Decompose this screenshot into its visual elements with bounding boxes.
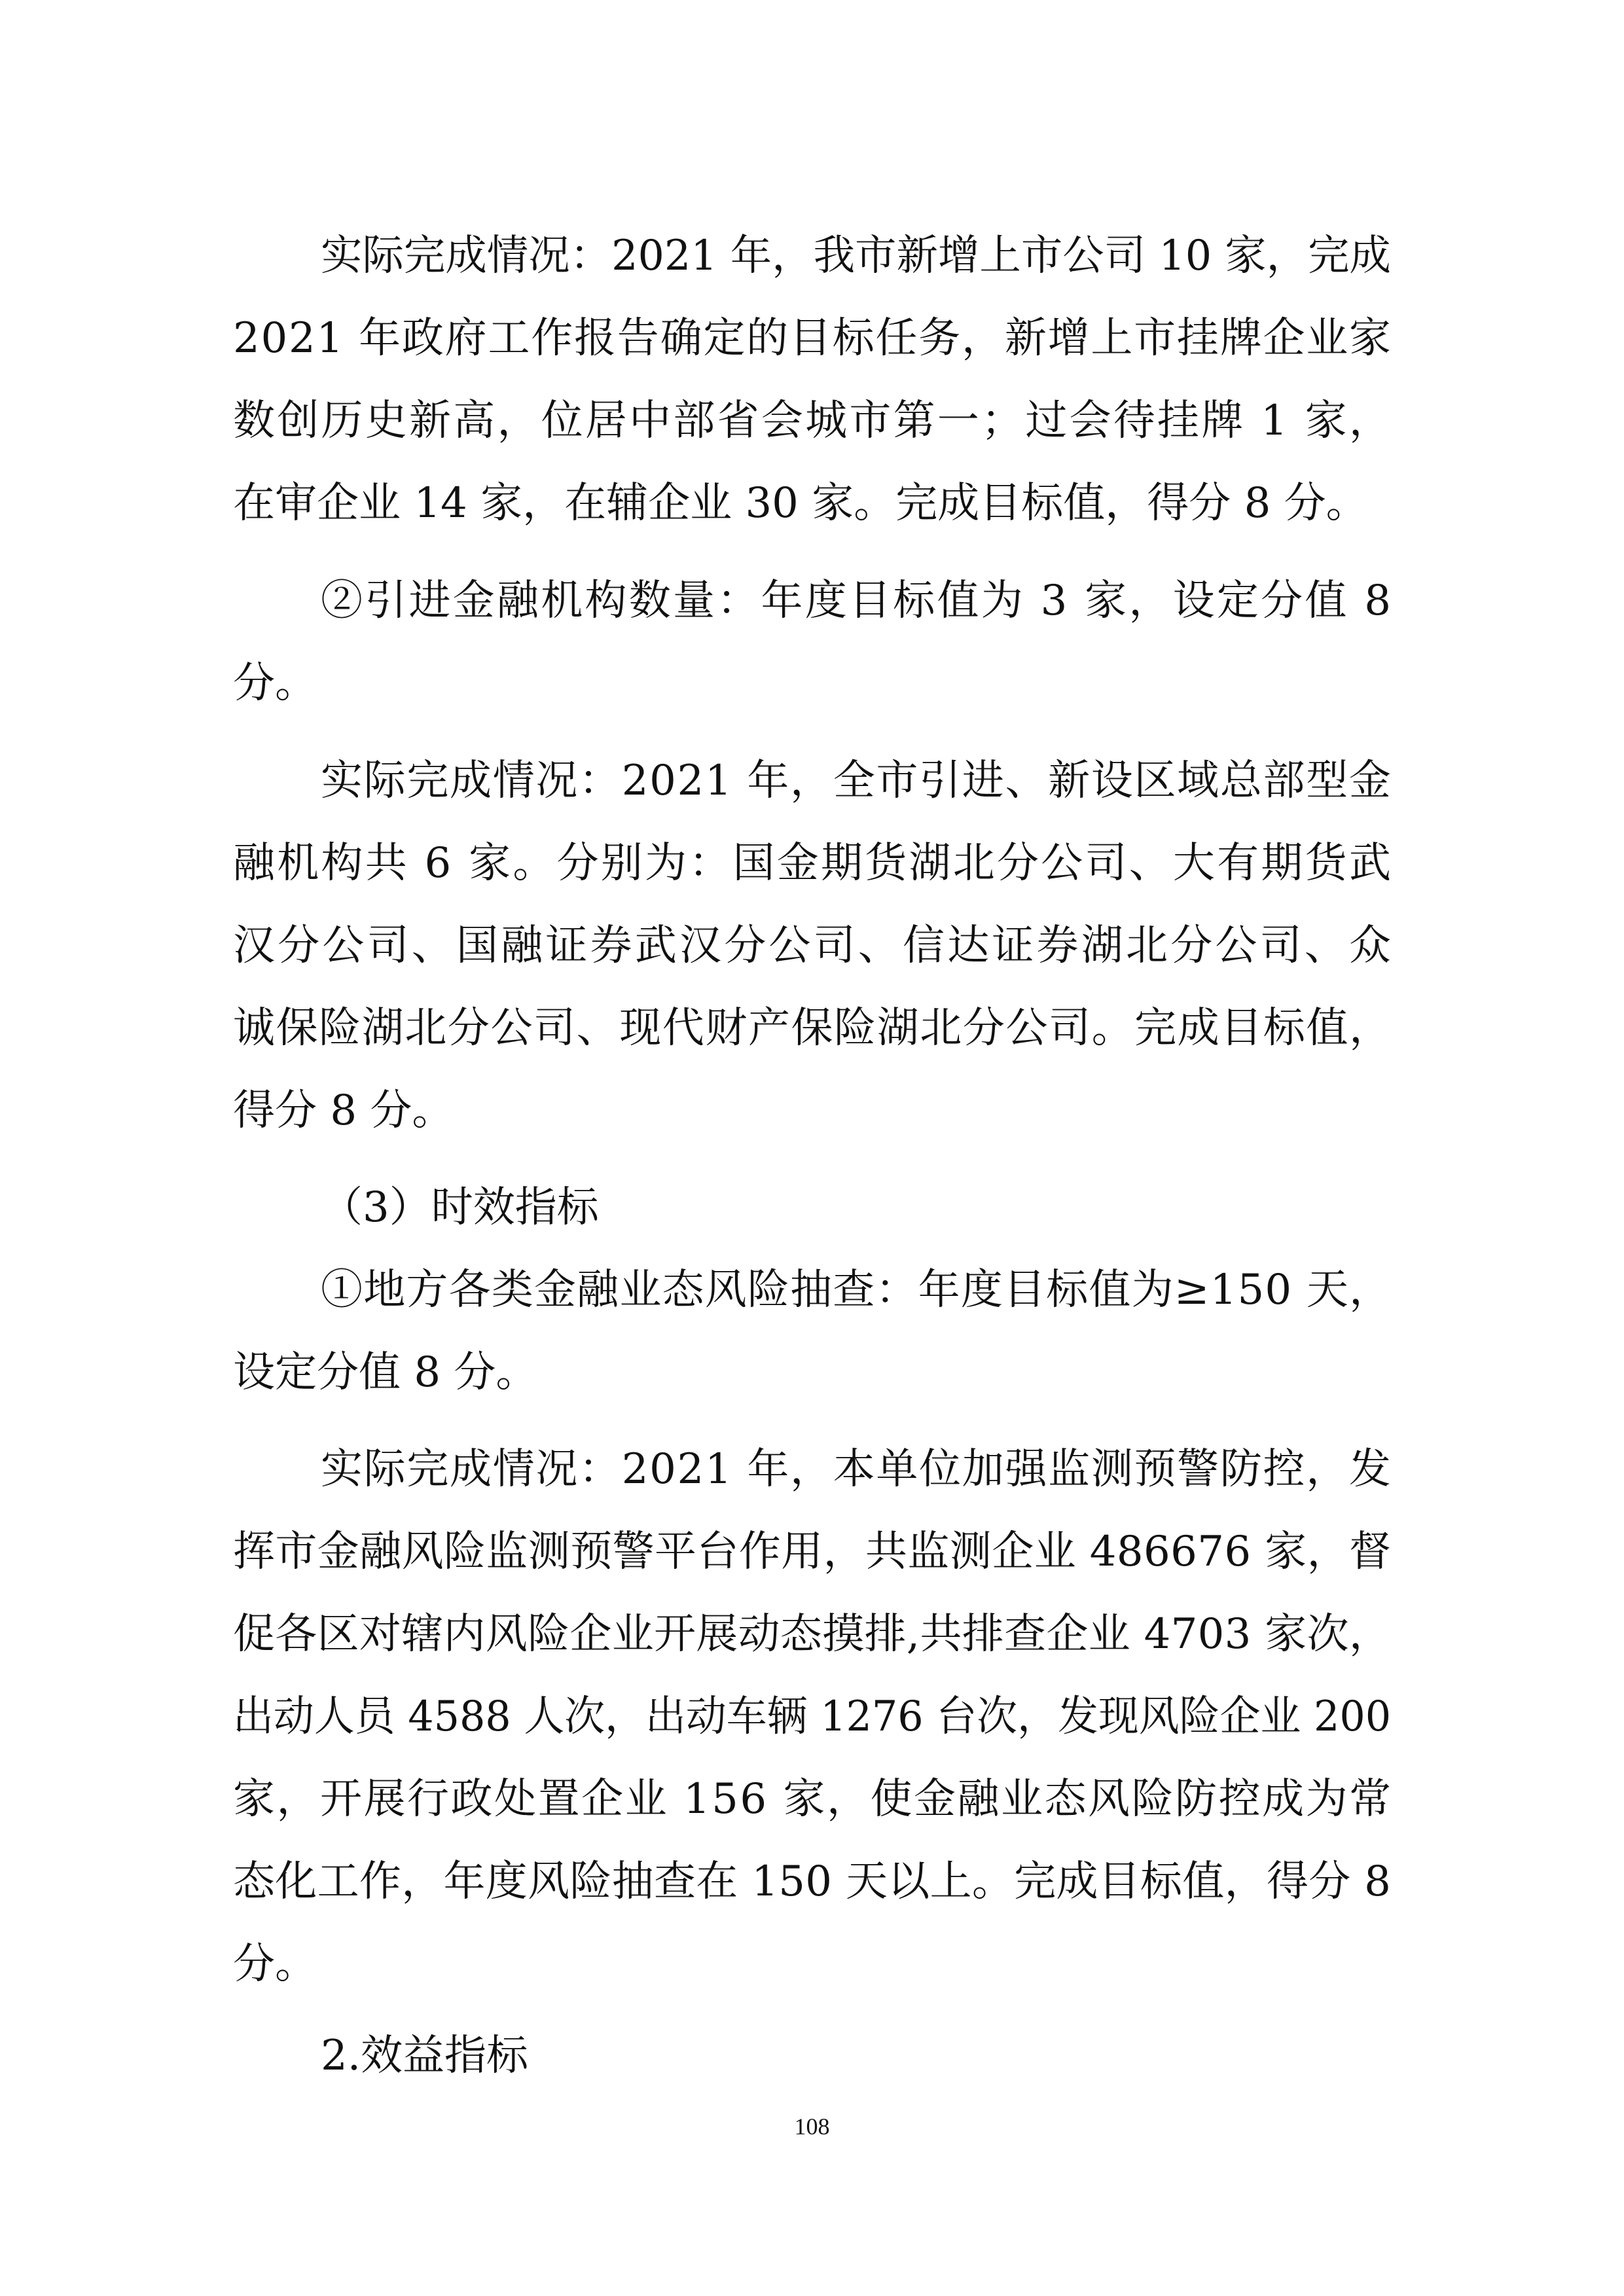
line-text: 挥市金融风险监测预警平台作用，共监测企业 486676 家，督 <box>233 1528 1392 1576</box>
text-line <box>0 1343 1624 1402</box>
text-line <box>0 571 1624 630</box>
text-line <box>0 1081 1624 1140</box>
text-line <box>0 1770 1624 1829</box>
heading-text: 2.效益指标 <box>321 2032 529 2080</box>
line-text: 促各区对辖内风险企业开展动态摸排,共排查企业 4703 家次， <box>233 1610 1392 1659</box>
line-text: 实际完成情况：2021 年，我市新增上市公司 10 家，完成 <box>321 232 1391 280</box>
line-text: ①地方各类金融业态风险抽查：年度目标值为≥150 天， <box>321 1266 1392 1314</box>
line-text: 实际完成情况：2021 年，本单位加强监测预警防控，发 <box>321 1445 1392 1494</box>
text-line <box>0 309 1624 368</box>
section-heading <box>0 2026 1624 2085</box>
text-line <box>0 1852 1624 1911</box>
line-text: 得分 8 分。 <box>233 1086 454 1135</box>
text-line <box>0 1522 1624 1581</box>
line-text: 数创历史新高，位居中部省会城市第一；过会待挂牌 1 家， <box>233 397 1394 445</box>
line-text: 实际完成情况：2021 年，全市引进、新设区域总部型金 <box>321 757 1392 805</box>
text-line <box>0 654 1624 713</box>
text-line <box>0 1687 1624 1746</box>
line-text: 诚保险湖北分公司、现代财产保险湖北分公司。完成目标值， <box>233 1004 1392 1052</box>
text-line <box>0 834 1624 893</box>
section-heading <box>0 1178 1624 1237</box>
line-text: ②引进金融机构数量：年度目标值为 3 家，设定分值 8 <box>321 577 1394 625</box>
text-line <box>0 1605 1624 1664</box>
line-text: 设定分值 8 分。 <box>233 1348 538 1397</box>
line-text: 出动人员 4588 人次，出动车辆 1276 台次，发现风险企业 200 <box>233 1693 1392 1741</box>
line-text: 汉分公司、国融证券武汉分公司、信达证券湖北分公司、众 <box>233 922 1394 970</box>
text-line <box>0 1261 1624 1319</box>
text-line <box>0 474 1624 533</box>
line-text: 分。 <box>233 1940 317 1988</box>
heading-text: （3）时效指标 <box>321 1183 599 1232</box>
line-text: 融机构共 6 家。分别为：国金期货湖北分公司、大有期货武 <box>233 839 1394 888</box>
text-line <box>0 391 1624 450</box>
line-text: 态化工作，年度风险抽查在 150 天以上。完成目标值，得分 8 <box>233 1857 1392 1906</box>
text-line <box>0 751 1624 810</box>
text-line <box>0 916 1624 975</box>
line-text: 分。 <box>233 659 317 708</box>
text-line <box>0 226 1624 285</box>
line-text: 家，开展行政处置企业 156 家，使金融业态风险防控成为常 <box>233 1775 1393 1823</box>
line-text: 在审企业 14 家，在辅企业 30 家。完成目标值，得分 8 分。 <box>233 479 1368 528</box>
page-number: 108 <box>794 2113 830 2140</box>
text-line <box>0 999 1624 1058</box>
text-line <box>0 1935 1624 1994</box>
line-text: 2021 年政府工作报告确定的目标任务，新增上市挂牌企业家 <box>233 314 1392 363</box>
text-line <box>0 1440 1624 1499</box>
